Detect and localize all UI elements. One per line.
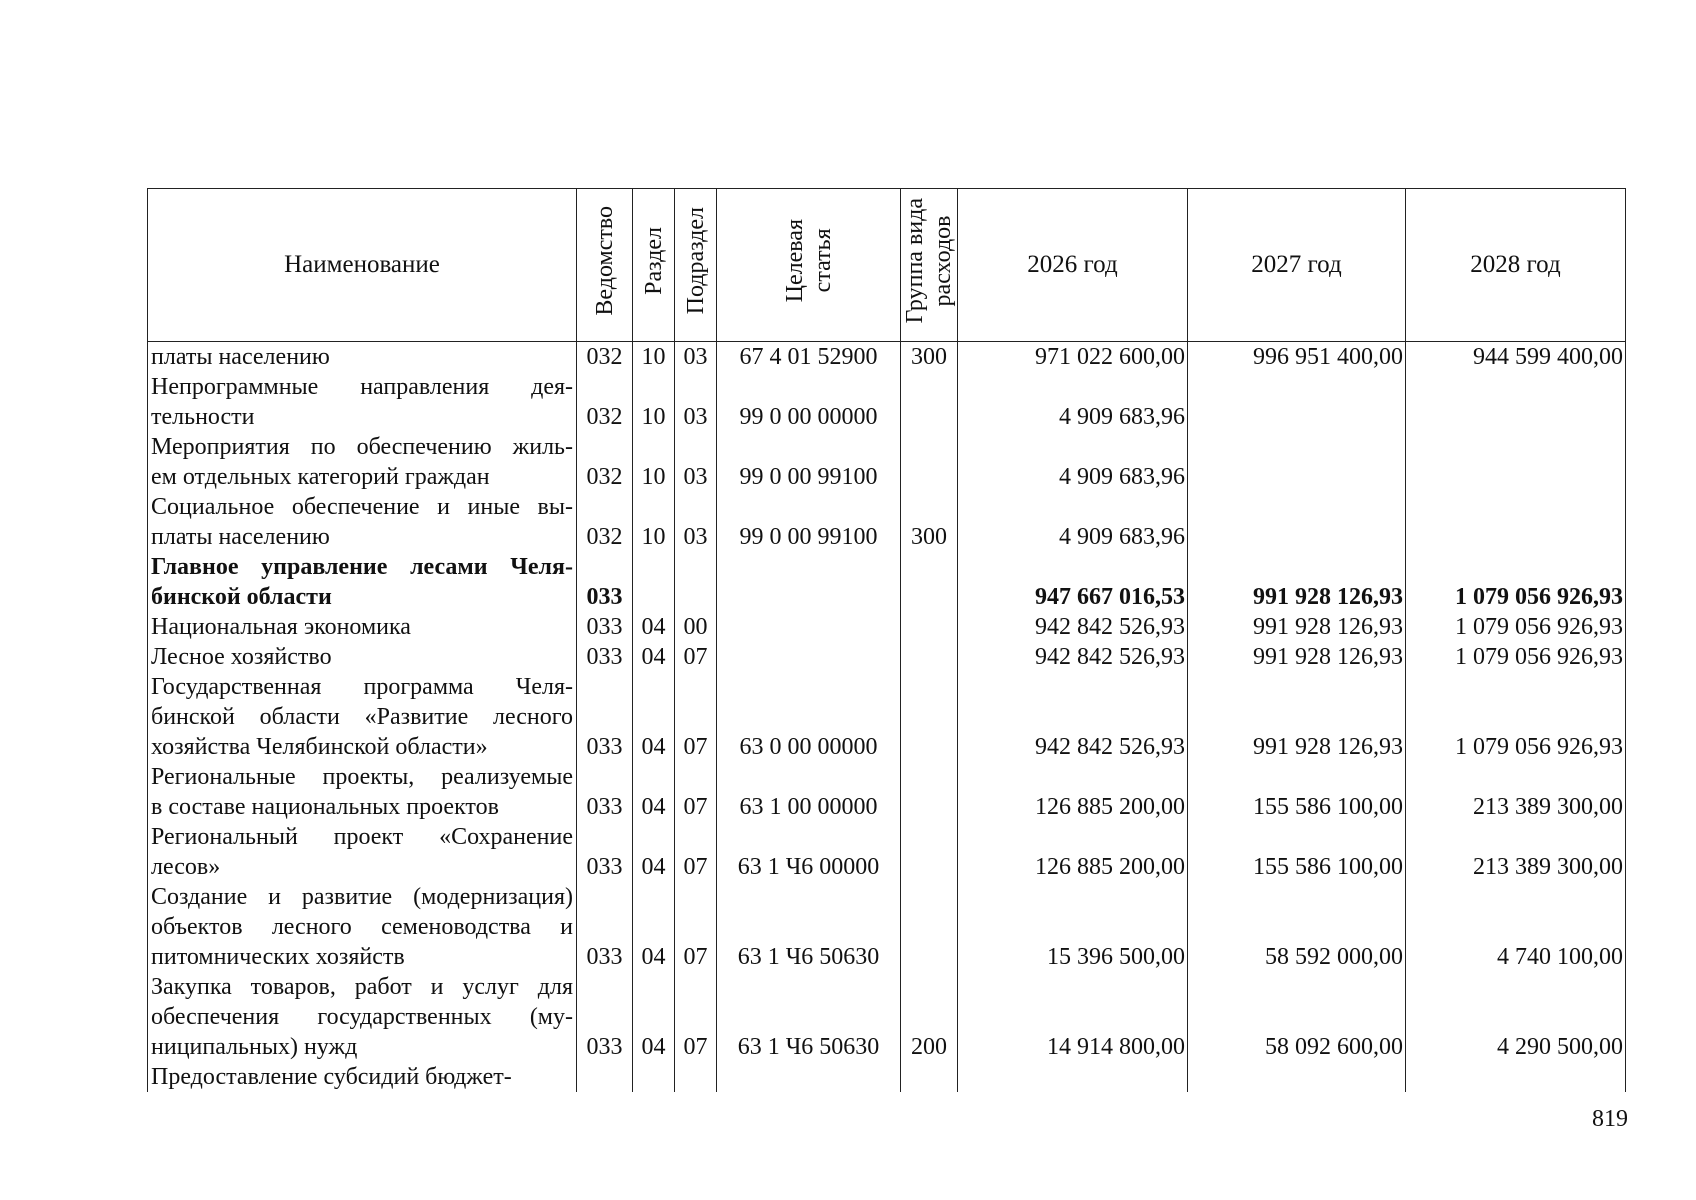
cell-2026: 971 022 600,00 bbox=[958, 342, 1188, 373]
cell-podrazdel: 07 bbox=[675, 972, 717, 1062]
cell-podrazdel bbox=[675, 552, 717, 612]
cell-2027 bbox=[1188, 492, 1406, 552]
cell-name: Региональные проекты, реализуемые в составе национальных проектов bbox=[148, 762, 577, 822]
cell-2026: 15 396 500,00 bbox=[958, 882, 1188, 972]
cell-celevaya-statya: 99 0 00 99100 bbox=[717, 432, 901, 492]
cell-2027: 155 586 100,00 bbox=[1188, 822, 1406, 882]
table-row bbox=[148, 1062, 1626, 1092]
header-year-2027: 2027 год bbox=[1188, 189, 1406, 342]
cell-gruppa-vida bbox=[901, 762, 958, 822]
cell-2027: 996 951 400,00 bbox=[1188, 342, 1406, 373]
cell-razdel: 10 bbox=[633, 372, 675, 432]
cell-podrazdel: 07 bbox=[675, 672, 717, 762]
cell-podrazdel: 03 bbox=[675, 432, 717, 492]
header-year-2028: 2028 год bbox=[1406, 189, 1626, 342]
cell-gruppa-vida bbox=[901, 372, 958, 432]
cell-razdel: 04 bbox=[633, 612, 675, 642]
table-header bbox=[148, 189, 1626, 342]
cell-podrazdel: 07 bbox=[675, 642, 717, 672]
cell-name: Социальное обеспечение и иные вы- платы населению bbox=[148, 492, 577, 552]
cell-podrazdel: 03 bbox=[675, 372, 717, 432]
cell-2028: 1 079 056 926,93 bbox=[1406, 612, 1626, 642]
table-row bbox=[148, 612, 1626, 642]
table-row bbox=[148, 672, 1626, 762]
cell-razdel: 04 bbox=[633, 822, 675, 882]
cell-podrazdel: 07 bbox=[675, 762, 717, 822]
cell-razdel: 04 bbox=[633, 762, 675, 822]
cell-2028: 1 079 056 926,93 bbox=[1406, 642, 1626, 672]
cell-name: Лесное хозяйство bbox=[148, 642, 577, 672]
header-name: Наименование bbox=[148, 189, 577, 342]
cell-celevaya-statya: 63 1 Ч6 50630 bbox=[717, 972, 901, 1062]
cell-gruppa-vida: 300 bbox=[901, 342, 958, 373]
cell-vedomstvo: 032 bbox=[577, 492, 633, 552]
cell-gruppa-vida bbox=[901, 822, 958, 882]
cell-2028: 1 079 056 926,93 bbox=[1406, 552, 1626, 612]
cell-2027: 991 928 126,93 bbox=[1188, 672, 1406, 762]
cell-2026: 126 885 200,00 bbox=[958, 762, 1188, 822]
cell-gruppa-vida bbox=[901, 552, 958, 612]
cell-podrazdel: 03 bbox=[675, 342, 717, 373]
cell-2028 bbox=[1406, 492, 1626, 552]
cell-2026: 4 909 683,96 bbox=[958, 432, 1188, 492]
cell-vedomstvo: 032 bbox=[577, 432, 633, 492]
cell-name: Государственная программа Челя- бинской области «Развитие лесного хозяйства Челябинской области» bbox=[148, 672, 577, 762]
cell-vedomstvo: 033 bbox=[577, 612, 633, 642]
cell-2028: 944 599 400,00 bbox=[1406, 342, 1626, 373]
cell-gruppa-vida bbox=[901, 642, 958, 672]
cell-vedomstvo: 032 bbox=[577, 342, 633, 373]
cell-2026: 942 842 526,93 bbox=[958, 612, 1188, 642]
cell-2026: 126 885 200,00 bbox=[958, 822, 1188, 882]
cell-2028: 213 389 300,00 bbox=[1406, 822, 1626, 882]
cell-2027: 58 092 600,00 bbox=[1188, 972, 1406, 1062]
cell-2027: 58 592 000,00 bbox=[1188, 882, 1406, 972]
cell-razdel: 04 bbox=[633, 882, 675, 972]
cell-razdel: 10 bbox=[633, 492, 675, 552]
page-number: 819 bbox=[1592, 1106, 1628, 1132]
header-celevaya-statya: Целевая статья bbox=[717, 189, 901, 342]
cell-2026: 14 914 800,00 bbox=[958, 972, 1188, 1062]
cell-gruppa-vida bbox=[901, 612, 958, 642]
cell-celevaya-statya bbox=[717, 642, 901, 672]
table-row bbox=[148, 972, 1626, 1062]
cell-2027 bbox=[1188, 372, 1406, 432]
cell-celevaya-statya bbox=[717, 1062, 901, 1092]
cell-vedomstvo: 033 bbox=[577, 552, 633, 612]
table-row bbox=[148, 432, 1626, 492]
cell-vedomstvo bbox=[577, 1062, 633, 1092]
cell-podrazdel: 07 bbox=[675, 882, 717, 972]
cell-2028: 4 290 500,00 bbox=[1406, 972, 1626, 1062]
cell-2027 bbox=[1188, 432, 1406, 492]
cell-2027: 991 928 126,93 bbox=[1188, 642, 1406, 672]
cell-gruppa-vida bbox=[901, 432, 958, 492]
cell-gruppa-vida: 200 bbox=[901, 972, 958, 1062]
cell-celevaya-statya: 63 0 00 00000 bbox=[717, 672, 901, 762]
cell-name: Закупка товаров, работ и услуг для обеспечения государственных (му- ниципальных) нужд bbox=[148, 972, 577, 1062]
cell-celevaya-statya: 99 0 00 99100 bbox=[717, 492, 901, 552]
cell-podrazdel: 03 bbox=[675, 492, 717, 552]
cell-vedomstvo: 032 bbox=[577, 372, 633, 432]
cell-vedomstvo: 033 bbox=[577, 672, 633, 762]
cell-razdel: 10 bbox=[633, 432, 675, 492]
cell-gruppa-vida: 300 bbox=[901, 492, 958, 552]
cell-name: Предоставление субсидий бюджет- bbox=[148, 1062, 577, 1092]
cell-celevaya-statya bbox=[717, 552, 901, 612]
cell-podrazdel: 07 bbox=[675, 822, 717, 882]
cell-2028: 213 389 300,00 bbox=[1406, 762, 1626, 822]
cell-gruppa-vida bbox=[901, 882, 958, 972]
cell-podrazdel: 00 bbox=[675, 612, 717, 642]
cell-celevaya-statya: 67 4 01 52900 bbox=[717, 342, 901, 373]
table-row bbox=[148, 552, 1626, 612]
cell-name: Региональный проект «Сохранение лесов» bbox=[148, 822, 577, 882]
budget-table bbox=[147, 188, 1626, 1092]
cell-2026 bbox=[958, 1062, 1188, 1092]
table-row bbox=[148, 762, 1626, 822]
table-row bbox=[148, 822, 1626, 882]
cell-gruppa-vida bbox=[901, 1062, 958, 1092]
cell-name: Непрограммные направления дея- тельности bbox=[148, 372, 577, 432]
cell-2028: 4 740 100,00 bbox=[1406, 882, 1626, 972]
cell-name: платы населению bbox=[148, 342, 577, 373]
cell-2028 bbox=[1406, 432, 1626, 492]
cell-razdel: 04 bbox=[633, 972, 675, 1062]
cell-name: Создание и развитие (модернизация) объектов лесного семеноводства и питомнических хозяйств bbox=[148, 882, 577, 972]
cell-celevaya-statya: 63 1 00 00000 bbox=[717, 762, 901, 822]
cell-name: Главное управление лесами Челя- бинской области bbox=[148, 552, 577, 612]
cell-vedomstvo: 033 bbox=[577, 642, 633, 672]
cell-name: Мероприятия по обеспечению жиль- ем отдельных категорий граждан bbox=[148, 432, 577, 492]
table-row bbox=[148, 882, 1626, 972]
cell-2026: 942 842 526,93 bbox=[958, 642, 1188, 672]
cell-razdel: 04 bbox=[633, 642, 675, 672]
cell-vedomstvo: 033 bbox=[577, 822, 633, 882]
header-gruppa-vida-rashodov: Группа вида расходов bbox=[901, 189, 958, 342]
cell-2026: 947 667 016,53 bbox=[958, 552, 1188, 612]
cell-2028: 1 079 056 926,93 bbox=[1406, 672, 1626, 762]
cell-vedomstvo: 033 bbox=[577, 762, 633, 822]
cell-vedomstvo: 033 bbox=[577, 882, 633, 972]
cell-razdel bbox=[633, 552, 675, 612]
cell-razdel: 10 bbox=[633, 342, 675, 373]
cell-2027 bbox=[1188, 1062, 1406, 1092]
cell-2026: 4 909 683,96 bbox=[958, 372, 1188, 432]
cell-celevaya-statya: 63 1 Ч6 50630 bbox=[717, 882, 901, 972]
cell-name: Национальная экономика bbox=[148, 612, 577, 642]
cell-celevaya-statya: 99 0 00 00000 bbox=[717, 372, 901, 432]
table-row bbox=[148, 372, 1626, 432]
cell-2027: 155 586 100,00 bbox=[1188, 762, 1406, 822]
header-podrazdel: Подраздел bbox=[675, 189, 717, 342]
cell-2027: 991 928 126,93 bbox=[1188, 612, 1406, 642]
table-body bbox=[148, 342, 1626, 1093]
cell-razdel bbox=[633, 1062, 675, 1092]
cell-2027: 991 928 126,93 bbox=[1188, 552, 1406, 612]
cell-podrazdel bbox=[675, 1062, 717, 1092]
cell-vedomstvo: 033 bbox=[577, 972, 633, 1062]
table-row bbox=[148, 342, 1626, 373]
cell-celevaya-statya: 63 1 Ч6 00000 bbox=[717, 822, 901, 882]
header-vedomstvo: Ведомство bbox=[577, 189, 633, 342]
header-razdel: Раздел bbox=[633, 189, 675, 342]
table-row bbox=[148, 642, 1626, 672]
cell-2028 bbox=[1406, 1062, 1626, 1092]
cell-2028 bbox=[1406, 372, 1626, 432]
cell-razdel: 04 bbox=[633, 672, 675, 762]
cell-2026: 942 842 526,93 bbox=[958, 672, 1188, 762]
cell-gruppa-vida bbox=[901, 672, 958, 762]
table-row bbox=[148, 492, 1626, 552]
cell-celevaya-statya bbox=[717, 612, 901, 642]
cell-2026: 4 909 683,96 bbox=[958, 492, 1188, 552]
header-year-2026: 2026 год bbox=[958, 189, 1188, 342]
